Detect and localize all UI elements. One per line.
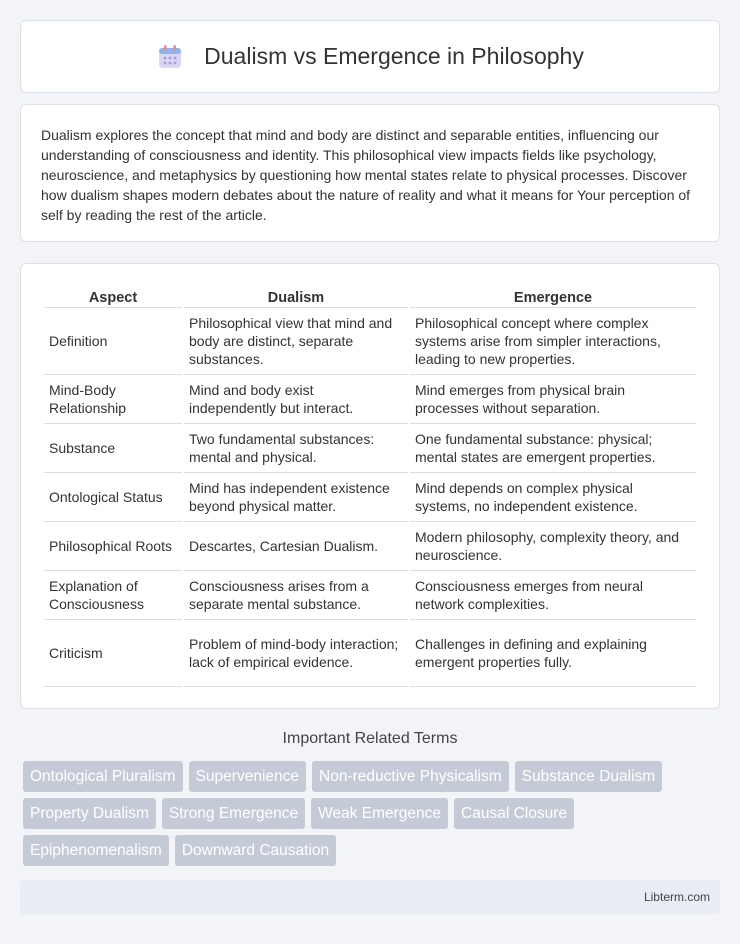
related-terms-title: Important Related Terms xyxy=(282,730,458,747)
intro-card xyxy=(20,104,720,242)
emergence-cell: Mind emerges from physical brain processes without separation. xyxy=(410,375,696,424)
table-row xyxy=(44,620,696,687)
header-dualism: Dualism xyxy=(184,284,408,308)
emergence-cell: Challenges in defining and explaining emergent properties fully. xyxy=(410,620,696,687)
table-row xyxy=(44,571,696,620)
table-row xyxy=(44,375,696,424)
aspect-cell: Ontological Status xyxy=(44,473,182,522)
aspect-cell: Philosophical Roots xyxy=(44,522,182,571)
header-emergence: Emergence xyxy=(410,284,696,308)
header-aspect: Aspect xyxy=(44,284,182,308)
comparison-table-card xyxy=(20,263,720,709)
emergence-cell: Philosophical concept where complex systems arise from simpler interactions, leading to new properties. xyxy=(410,308,696,375)
dualism-cell: Two fundamental substances: mental and physical. xyxy=(184,424,408,473)
table-row xyxy=(44,424,696,473)
intro-paragraph: Dualism explores the concept that mind and body are distinct and separable entities, influencing our understanding of consciousness and identity. This philosophical view impacts fields like psychology, neuroscience, and metaphysics by questioning how mental states relate to physical processes. Discover how dualism shapes modern debates about the nature of reality and what it means for Your perception of self by reading the rest of the article. xyxy=(41,127,691,223)
emergence-cell: Consciousness emerges from neural network complexities. xyxy=(410,571,696,620)
footer xyxy=(20,880,720,914)
related-terms-list xyxy=(23,761,723,872)
related-term-tag[interactable]: Strong Emergence xyxy=(162,798,305,829)
emergence-cell: One fundamental substance: physical; mental states are emergent properties. xyxy=(410,424,696,473)
dualism-cell: Consciousness arises from a separate mental substance. xyxy=(184,571,408,620)
emergence-cell: Mind depends on complex physical systems, no independent existence. xyxy=(410,473,696,522)
dualism-cell: Descartes, Cartesian Dualism. xyxy=(184,522,408,571)
related-term-tag[interactable]: Epiphenomenalism xyxy=(23,835,169,866)
footer-site-link[interactable]: Libterm.com xyxy=(643,890,710,904)
aspect-cell: Definition xyxy=(44,308,182,375)
header-card xyxy=(20,20,720,93)
aspect-cell: Substance xyxy=(44,424,182,473)
aspect-cell: Criticism xyxy=(44,620,182,687)
comparison-table xyxy=(42,284,698,687)
page-title: Dualism vs Emergence in Philosophy xyxy=(204,43,584,69)
aspect-cell: Explanation of Consciousness xyxy=(44,571,182,620)
emergence-cell: Modern philosophy, complexity theory, and neuroscience. xyxy=(410,522,696,571)
related-term-tag[interactable]: Supervenience xyxy=(189,761,306,792)
table-header-row xyxy=(44,284,696,308)
aspect-cell: Mind-Body Relationship xyxy=(44,375,182,424)
dualism-cell: Mind has independent existence beyond physical matter. xyxy=(184,473,408,522)
dualism-cell: Mind and body exist independently but interact. xyxy=(184,375,408,424)
related-term-tag[interactable]: Substance Dualism xyxy=(515,761,663,792)
related-term-tag[interactable]: Downward Causation xyxy=(175,835,336,866)
related-term-tag[interactable]: Non-reductive Physicalism xyxy=(312,761,509,792)
table-row xyxy=(44,522,696,571)
dualism-cell: Problem of mind-body interaction; lack of empirical evidence. xyxy=(184,620,408,687)
dualism-cell: Philosophical view that mind and body are distinct, separate substances. xyxy=(184,308,408,375)
table-row xyxy=(44,308,696,375)
related-term-tag[interactable]: Weak Emergence xyxy=(311,798,448,829)
related-term-tag[interactable]: Ontological Pluralism xyxy=(23,761,183,792)
calendar-icon xyxy=(156,43,184,71)
related-term-tag[interactable]: Causal Closure xyxy=(454,798,574,829)
related-term-tag[interactable]: Property Dualism xyxy=(23,798,156,829)
table-row xyxy=(44,473,696,522)
